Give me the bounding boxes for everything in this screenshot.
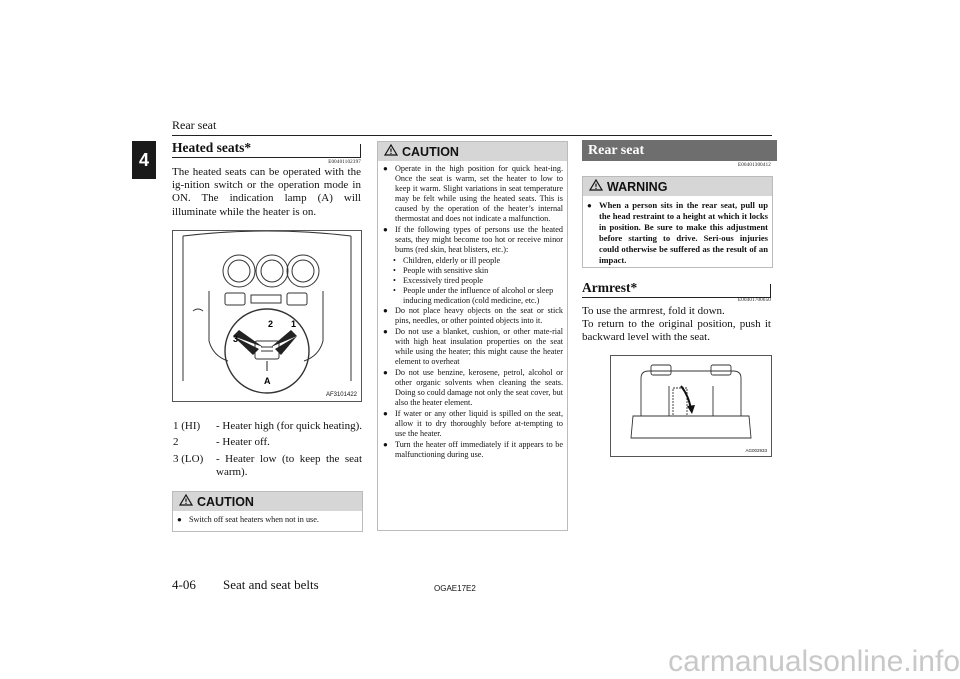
bullet-icon: ● [383,164,388,173]
legend-key-1: 1 (HI) [173,420,201,432]
bullet-icon: ● [383,327,388,336]
dot-icon: • [393,276,396,285]
armrest-code: E00401700650 [738,298,771,303]
bullet-icon: ● [177,515,182,524]
bullet-icon: ● [383,368,388,377]
warning-heading: WARNING [583,177,772,196]
armrest-figure-label: AG002933 [745,448,767,453]
legend-desc-2: - Heater off. [216,436,270,448]
document-code: OGAE17E2 [434,584,476,593]
dot-icon: • [393,286,396,295]
armrest-heading [582,280,771,298]
caution-heading-main: CAUTION [378,142,567,161]
armrest-title: Armrest* [582,280,638,295]
caution-box-small [172,491,363,532]
caution-small-item: ● Switch off seat heaters when not in use. [177,515,319,524]
callout-2: 2 [268,319,274,329]
warning-item: ● When a person sits in the rear seat, pull up the head restraint to a height at which it locks in position. Be sure to make this adjustment before starting to drive. Seri-ous injuries could otherwise be suffered as the result of an impact. [587,200,768,265]
caution-subitem: • People with sensitive skin [393,266,489,275]
caution-item: ● If water or any other liquid is spilled on the seat, allow it to dry thoroughly before at-tempting to use the heater. [383,409,563,438]
chapter-title: Seat and seat belts [223,577,319,592]
rear-seat-code: E00401300412 [738,163,771,168]
legend-key-2: 2 [173,436,179,448]
watermark: carmanualsonline.info [668,645,960,678]
bullet-icon: ● [587,201,592,210]
caution-subitem: • Excessively tired people [393,276,484,285]
rear-seat-banner [582,140,777,161]
caution-item: ● Do not use benzine, kerosene, petrol, alcohol or other organic solvents when cleaning the seats. Doing so could damage not only the seat cover, but also the heater element. [383,368,563,407]
caution-item: ● Do not use a blanket, cushion, or other mate-rial with high heat insulation properties on the seat while using the heater; this might cause the heater element to overheat [383,327,563,366]
armrest-body: To use the armrest, fold it down. To return to the original position, push it backward level with the seat. [582,305,771,344]
dot-icon: • [393,266,396,275]
heated-seats-title: Heated seats* [172,140,252,155]
bullet-icon: ● [383,440,388,449]
caution-item: ● Operate in the high position for quick heat-ing. Once the seat is warm, set the heater to low to keep it warm. Slight variations in seat temperature may be felt while using the heated seats. This is caused by the operation of the heater’s internal thermostat and does not indicate a malfunction. [383,164,563,223]
figure-label: AF3101422 [325,392,357,398]
caution-subitem: • People under the influence of alcohol or sleep inducing medication (cold medicine, etc.) [393,286,554,305]
caution-heading-small: CAUTION [173,492,362,511]
heater-switch-illustration [173,231,361,401]
warning-triangle-icon [179,494,193,509]
bullet-icon: ● [383,225,388,234]
caution-item: ● If the following types of persons use the heated seats, they might become too hot or receive minor burns (red skin, heat blisters, etc.): [383,225,563,254]
legend-desc-1: - Heater high (for quick heating). [216,420,362,432]
page-number: 4-06 [172,577,196,592]
legend-key-3: 3 (LO) [173,453,204,465]
callout-a: A [264,376,271,386]
dot-icon: • [393,256,396,265]
callout-1: 1 [291,319,297,329]
heated-seats-code: E00401102397 [328,160,361,165]
legend-desc-3: - Heater low (to keep the seat warm). [216,453,362,479]
heater-switch-figure [172,230,362,402]
rear-seat-title: Rear seat [588,142,645,158]
bullet-icon: ● [383,409,388,418]
caution-subitem: • Children, elderly or ill people [393,256,501,265]
heated-seats-body: The heated seats can be operated with the ig-nition switch or the operation mode in ON. The indication lamp (A) will illuminate while the heater is on. [172,166,361,218]
warning-triangle-icon [589,179,603,194]
armrest-illustration [611,356,771,456]
warning-triangle-icon [384,144,398,159]
bullet-icon: ● [383,306,388,315]
armrest-figure [610,355,772,457]
caution-item: ● Do not place heavy objects on the seat or stick pins, needles, or other pointed objects into it. [383,306,563,325]
warning-box [582,176,773,268]
chapter-tab: 4 [132,141,156,179]
caution-item: ● Turn the heater off immediately if it appears to be malfunctioning during use. [383,440,563,459]
running-title: Rear seat [172,118,217,132]
callout-3: 3 [233,334,239,344]
header-rule [172,135,772,136]
caution-list [378,161,567,460]
caution-box-main [377,141,568,531]
heated-seats-heading [172,140,361,158]
